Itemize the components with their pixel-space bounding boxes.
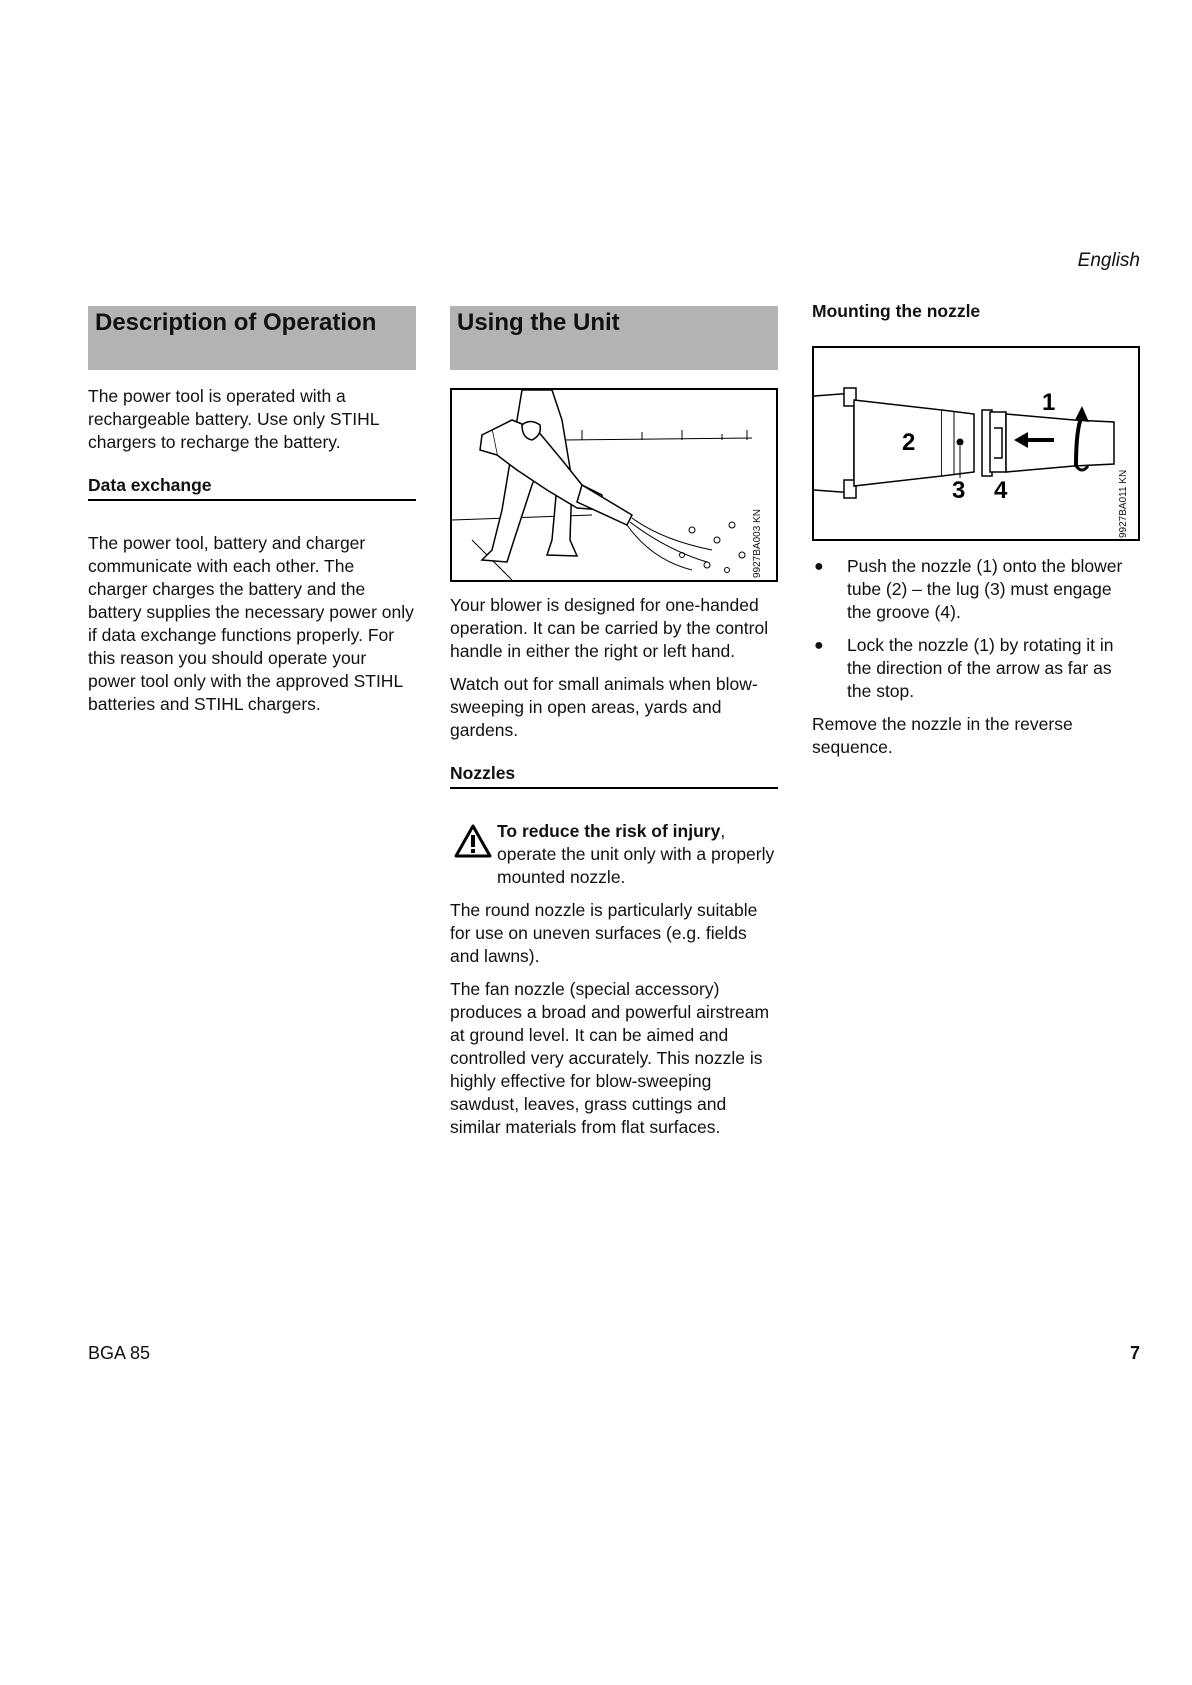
data-exchange-heading: Data exchange [88, 474, 416, 501]
intro-paragraph: The power tool is operated with a rechargeable battery. Use only STIHL chargers to recharge the battery. [88, 386, 379, 452]
mounting-steps-list [812, 555, 1140, 703]
blower-operation-figure [450, 388, 778, 582]
mounting-nozzle-heading: Mounting the nozzle [812, 301, 981, 321]
round-nozzle-paragraph: The round nozzle is particularly suitable for use on uneven surfaces (e.g. fields and lawns). [450, 900, 758, 966]
column-using-unit [450, 306, 778, 1139]
column-mounting-nozzle [812, 300, 1140, 759]
list-item: ● Push the nozzle (1) onto the blower tube (2) – the lug (3) must engage the groove (4). [814, 556, 1123, 622]
figure-label-3: 3 [952, 477, 966, 504]
injury-warning [450, 820, 778, 889]
small-animals-paragraph: Watch out for small animals when blow-sweeping in open areas, yards and gardens. [450, 674, 758, 740]
figure-label-4: 4 [994, 477, 1008, 504]
nozzles-heading: Nozzles [450, 762, 778, 789]
bullet-icon: ● [814, 558, 824, 575]
warning-triangle-icon [454, 824, 492, 858]
figure-code: 9927BA011 KN [1118, 469, 1129, 538]
blower-operator-illustration [452, 390, 776, 580]
list-item: ● Lock the nozzle (1) by rotating it in the direction of the arrow as far as the stop. [814, 635, 1114, 701]
column-description [88, 306, 416, 716]
footer-model: BGA 85 [88, 1343, 151, 1363]
figure-label-2: 2 [902, 429, 916, 456]
one-handed-paragraph: Your blower is designed for one-handed operation. It can be carried by the control handle in either the right or left hand. [450, 595, 769, 661]
page-number: 7 [1129, 1343, 1140, 1363]
figure-label-1: 1 [1042, 389, 1056, 416]
section-title-description: Description of Operation [88, 306, 416, 370]
warning-text: , operate the unit only with a properly mounted nozzle. [497, 821, 775, 887]
warning-bold-text: To reduce the risk of injury [497, 821, 721, 841]
data-exchange-paragraph: The power tool, battery and charger communicate with each other. The charger charges the battery and the battery supplies the necessary power only if data exchange functions properly. For this reason you should operate your power tool only with the approved STIHL batteries and STIHL chargers. [88, 533, 414, 714]
fan-nozzle-paragraph: The fan nozzle (special accessory) produces a broad and powerful airstream at ground level. It can be aimed and controlled very accurately. This nozzle is highly effective for blow-sweeping sawdust, leaves, grass cuttings and similar materials from flat surfaces. [450, 979, 770, 1137]
removal-paragraph: Remove the nozzle in the reverse sequence. [812, 714, 1073, 757]
section-title-using-unit: Using the Unit [450, 306, 778, 370]
figure-code: 9927BA003 KN [752, 509, 763, 578]
nozzle-mounting-figure [812, 346, 1140, 541]
language-label: English [1077, 250, 1140, 271]
bullet-icon: ● [814, 637, 824, 654]
nozzle-mounting-illustration [814, 348, 1138, 539]
